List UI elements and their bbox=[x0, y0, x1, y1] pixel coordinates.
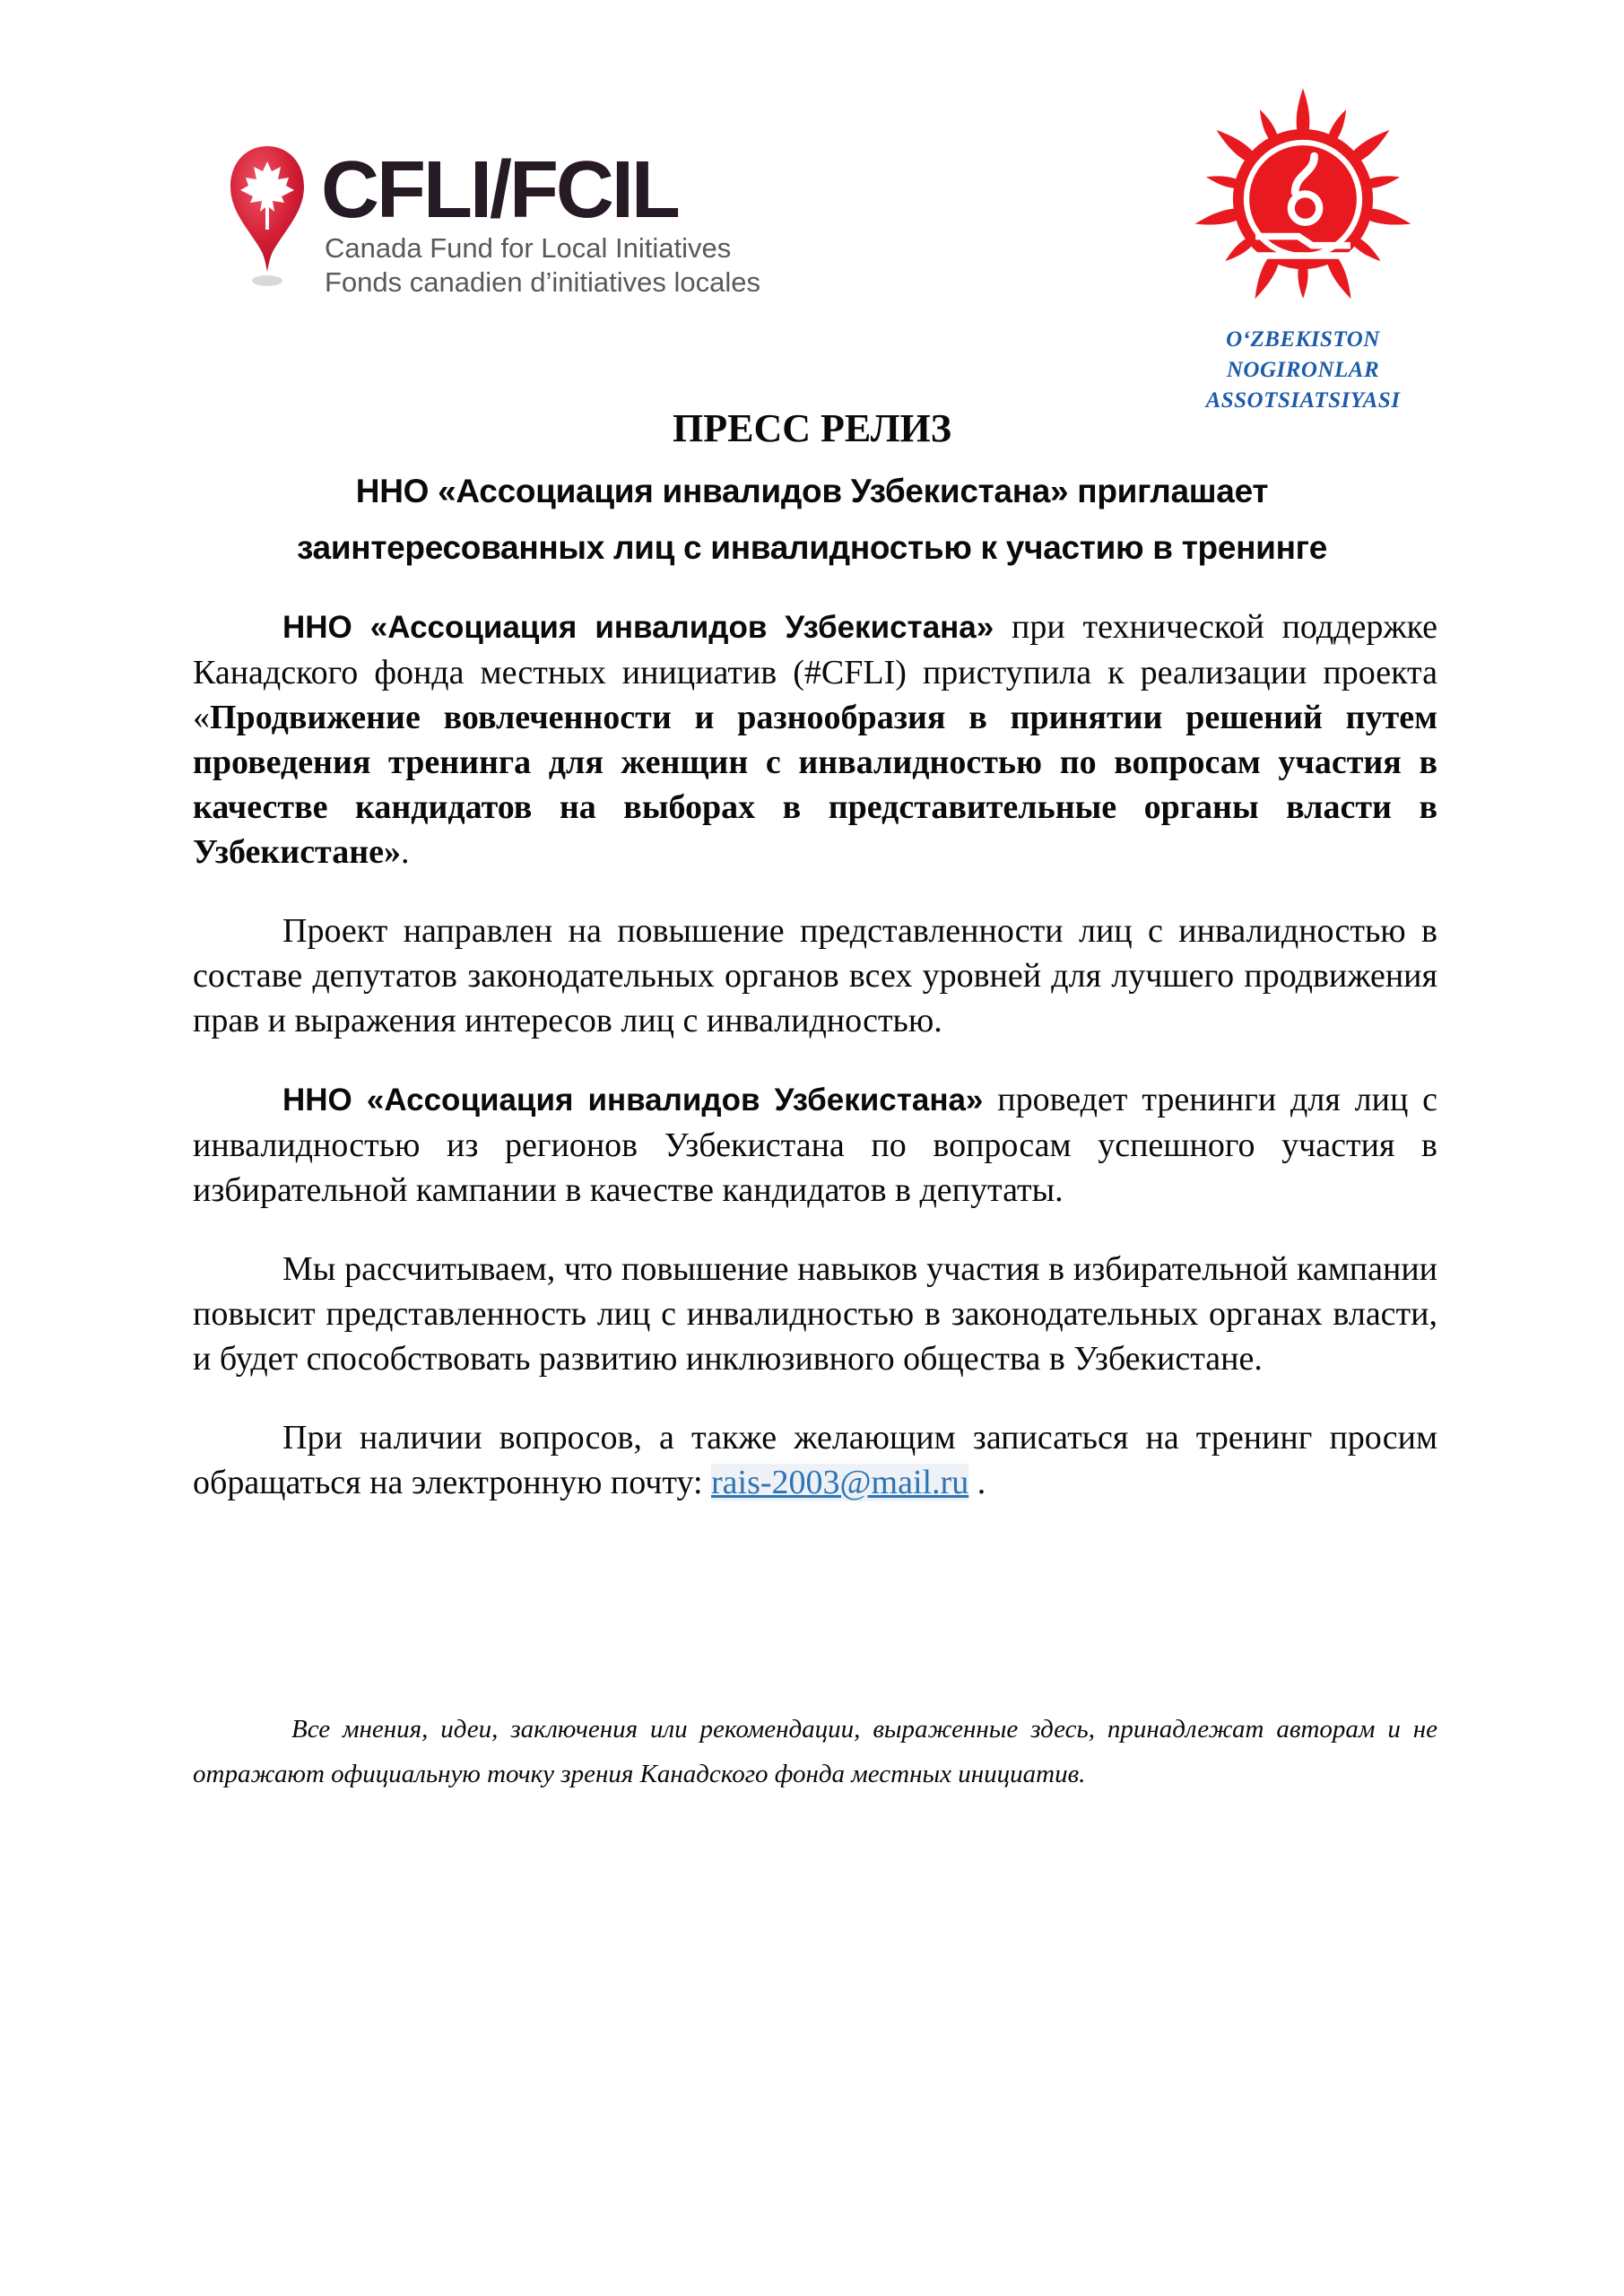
una-org-name-line1: O‘ZBEKISTON NOGIRONLAR bbox=[1226, 327, 1380, 382]
cfli-tagline-french: Fonds canadien d’initiatives locales bbox=[325, 266, 760, 298]
subtitle-line2: заинтересованных лиц с инвалидностью к участию в тренинге bbox=[296, 529, 1328, 566]
cfli-logo bbox=[226, 144, 760, 300]
cfli-tagline-english: Canada Fund for Local Initiatives bbox=[325, 232, 732, 264]
page-title: ПРЕСС РЕЛИЗ bbox=[673, 406, 951, 450]
text-segment: проведет тренинги для лиц с инвалидностью из регионов Узбекистана по вопросам успешного участия в избирательной кампании в качестве кандидатов в депутаты. bbox=[193, 1081, 1437, 1209]
text-segment: . bbox=[400, 833, 410, 871]
text-segment: При наличии вопросов, а также желающим записаться на тренинг просим обращаться на электронную почту: bbox=[193, 1419, 1437, 1501]
text-segment: Продвижение вовлеченности и разнообразия в принятии решений путем проведения тренинга для женщин с инвалидностью по вопросам участия в качестве кандидатов на выборах в представительные органы власти в Узбекистане» bbox=[193, 699, 1437, 871]
una-org-name-line2: ASSOTSIATSIYASI bbox=[1205, 388, 1401, 413]
una-logo bbox=[1155, 86, 1451, 416]
text-segment: . bbox=[968, 1464, 986, 1501]
paragraph bbox=[193, 604, 1437, 874]
email-link[interactable]: rais-2003@mail.ru bbox=[711, 1464, 969, 1501]
maple-leaf-pin-icon bbox=[226, 144, 308, 292]
paragraph bbox=[193, 909, 1437, 1043]
paragraph bbox=[193, 1077, 1437, 1213]
text-segment: ННО «Ассоциация инвалидов Узбекистана» bbox=[282, 1083, 984, 1118]
body-paragraphs bbox=[193, 604, 1437, 1505]
subtitle-line1: ННО «Ассоциация инвалидов Узбекистана» приглашает bbox=[355, 473, 1269, 509]
paragraph bbox=[193, 1415, 1437, 1505]
sun-wheelchair-icon bbox=[1190, 86, 1416, 312]
footer-disclaimer: Все мнения, идеи, заключения или рекомендации, выраженные здесь, принадлежат авторам и не отражают официальную точку зрения Канадского фонда местных инициатив. bbox=[193, 1715, 1437, 1788]
text-segment: при технической поддержке Канадского фонда местных инициатив (#CFLI) приступила к реализации проекта « bbox=[193, 608, 1438, 736]
text-segment: ННО «Ассоциация инвалидов Узбекистана» bbox=[282, 610, 994, 645]
paragraph bbox=[193, 1247, 1437, 1381]
text-segment: Мы рассчитываем, что повышение навыков участия в избирательной кампании повысит представленность лиц с инвалидностью в законодательных органах власти, и будет способствовать развитию инклюзивного общества в Узбекистане. bbox=[193, 1250, 1437, 1378]
cfli-wordmark: CFLI/FCIL bbox=[321, 145, 678, 235]
text-segment: Проект направлен на повышение представленности лиц с инвалидностью в составе депутатов законодательных органов всех уровней для лучшего продвижения прав и выражения интересов лиц с инвалидностью. bbox=[193, 912, 1437, 1039]
